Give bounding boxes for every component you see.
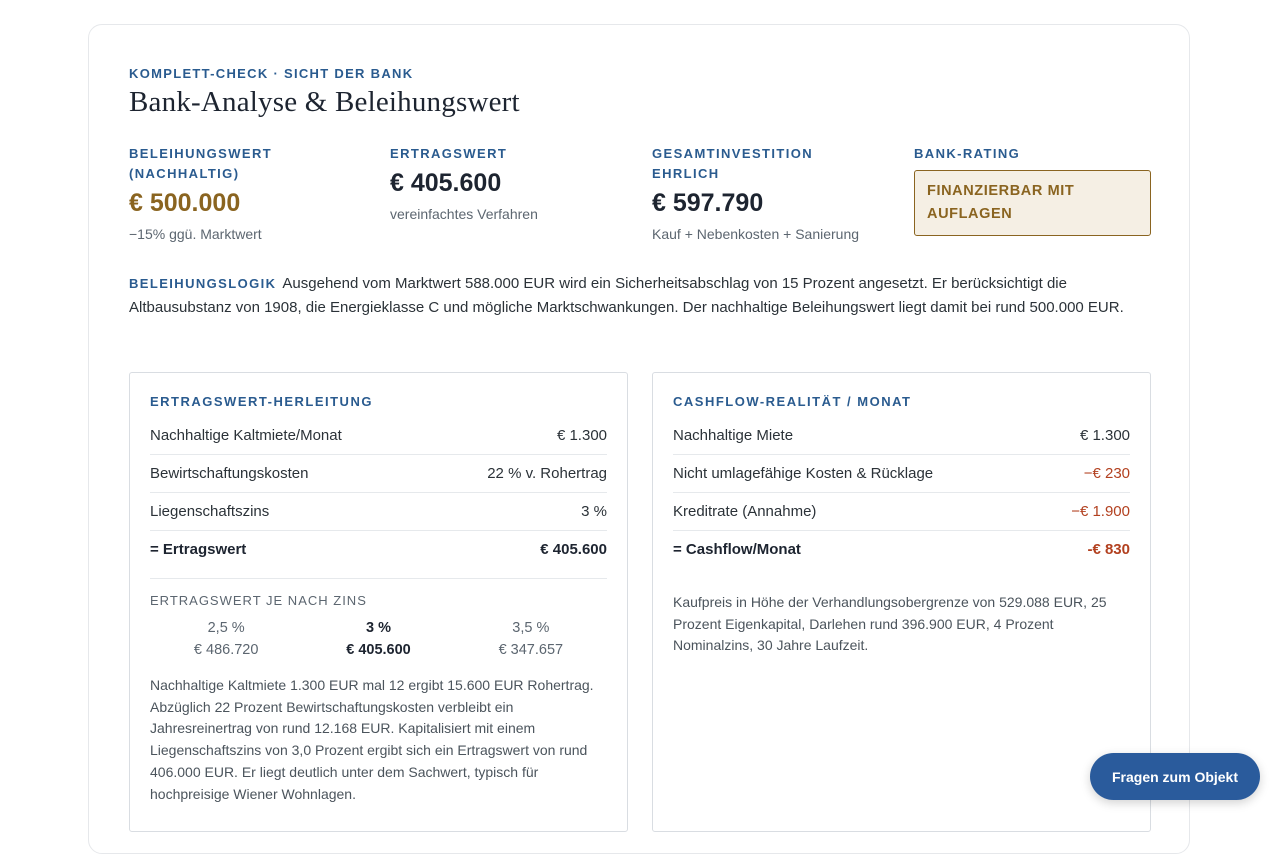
row-label: Liegenschaftszins <box>150 503 270 520</box>
zins-option <box>455 617 607 661</box>
table-row <box>673 417 1130 455</box>
ertragswert-table <box>150 417 607 568</box>
page-title: Bank-Analyse & Beleihungswert <box>129 86 520 118</box>
table-row-total <box>673 531 1130 568</box>
metric-gesamtinvestition <box>652 144 872 242</box>
row-value: 3 % <box>581 503 607 520</box>
metric-label: ERTRAGSWERT <box>390 146 508 161</box>
row-value: € 1.300 <box>556 427 607 444</box>
metric-bank-rating <box>914 144 1151 236</box>
section-eyebrow: KOMPLETT-CHECK · SICHT DER BANK <box>129 66 414 81</box>
zins-heading: ERTRAGSWERT JE NACH ZINS <box>150 578 607 608</box>
metric-label: BELEIHUNGSWERT (NACHHALTIG) <box>129 146 273 181</box>
row-label: Bewirtschaftungskosten <box>150 465 309 482</box>
metric-sub: −15% ggü. Marktwert <box>129 226 262 242</box>
metric-sub: vereinfachtes Verfahren <box>390 206 538 222</box>
row-label: Nachhaltige Kaltmiete/Monat <box>150 427 342 444</box>
rating-badge: FINANZIERBAR MIT AUFLAGEN <box>914 170 1151 236</box>
table-row <box>150 455 607 493</box>
zins-rate: 3 % <box>365 620 391 636</box>
ertragswert-panel <box>129 372 628 832</box>
table-row-total <box>150 531 607 568</box>
metric-value: € 500.000 <box>129 189 241 217</box>
beleihungslogik-tag: BELEIHUNGSLOGIK <box>129 276 277 291</box>
metric-sub: Kauf + Nebenkosten + Sanierung <box>652 226 860 242</box>
beleihungslogik-text: Ausgehend vom Marktwert 588.000 EUR wird ein Sicherheitsabschlag von 15 Prozent angesetzt. Er berücksichtigt die Altbausubstanz von 1908, die Energieklasse C und mögliche Marktschwankungen. Der nachhaltige Beleihungswert liegt damit bei rund 500.000 EUR. <box>129 275 1124 316</box>
zins-value: € 405.600 <box>346 642 411 658</box>
panel-title: ERTRAGSWERT-HERLEITUNG <box>150 394 373 409</box>
row-value: € 1.300 <box>1079 427 1130 444</box>
cashflow-table <box>673 417 1130 568</box>
zins-grid <box>150 617 607 661</box>
panel-title: CASHFLOW-REALITÄT / MONAT <box>673 394 912 409</box>
row-label: Nicht umlagefähige Kosten & Rücklage <box>673 465 934 482</box>
table-row <box>673 455 1130 493</box>
beleihungslogik-paragraph <box>129 272 1139 319</box>
zins-rate: 3,5 % <box>512 620 550 636</box>
metric-label: BANK-RATING <box>914 146 1021 161</box>
zins-value: € 347.657 <box>498 642 564 658</box>
metric-label: GESAMTINVESTITION EHRLICH <box>652 146 814 181</box>
row-value: 22 % v. Rohertrag <box>487 465 607 482</box>
row-value: −€ 1.900 <box>1071 503 1130 520</box>
metric-value: € 597.790 <box>652 189 764 217</box>
row-value: -€ 830 <box>1087 541 1130 558</box>
metric-beleihungswert <box>129 144 349 242</box>
metric-value: € 405.600 <box>390 169 502 197</box>
table-row <box>150 417 607 455</box>
metric-ertragswert <box>390 144 610 222</box>
row-label: = Cashflow/Monat <box>673 541 801 558</box>
row-value: −€ 230 <box>1083 465 1130 482</box>
zins-rate: 2,5 % <box>207 620 245 636</box>
table-row <box>673 493 1130 531</box>
row-label: Nachhaltige Miete <box>673 427 794 444</box>
ertragswert-note: Nachhaltige Kaltmiete 1.300 EUR mal 12 ergibt 15.600 EUR Rohertrag. Abzüglich 22 Prozent Bewirtschaftungskosten verbleibt ein Jahresreinertrag von rund 12.168 EUR. Kapitalisiert mit einem Liegenschaftszins von 3,0 Prozent ergibt sich ein Ertragswert von rund 406.000 EUR. Er liegt deutlich unter dem Sachwert, typisch für hochpreisige Wiener Wohnlagen. <box>150 677 594 802</box>
zins-option <box>150 617 302 661</box>
row-label: Kreditrate (Annahme) <box>673 503 817 520</box>
cashflow-panel <box>652 372 1151 832</box>
row-value: € 405.600 <box>540 541 607 558</box>
row-label: = Ertragswert <box>150 541 247 558</box>
cashflow-note: Kaufpreis in Höhe der Verhandlungsobergrenze von 529.088 EUR, 25 Prozent Eigenkapital, Darlehen rund 396.900 EUR, 4 Prozent Nominalzins, 30 Jahre Laufzeit. <box>673 594 1107 654</box>
table-row <box>150 493 607 531</box>
zins-option-active <box>302 617 454 661</box>
ask-question-button[interactable]: Fragen zum Objekt <box>1090 753 1260 800</box>
zins-value: € 486.720 <box>193 642 259 658</box>
